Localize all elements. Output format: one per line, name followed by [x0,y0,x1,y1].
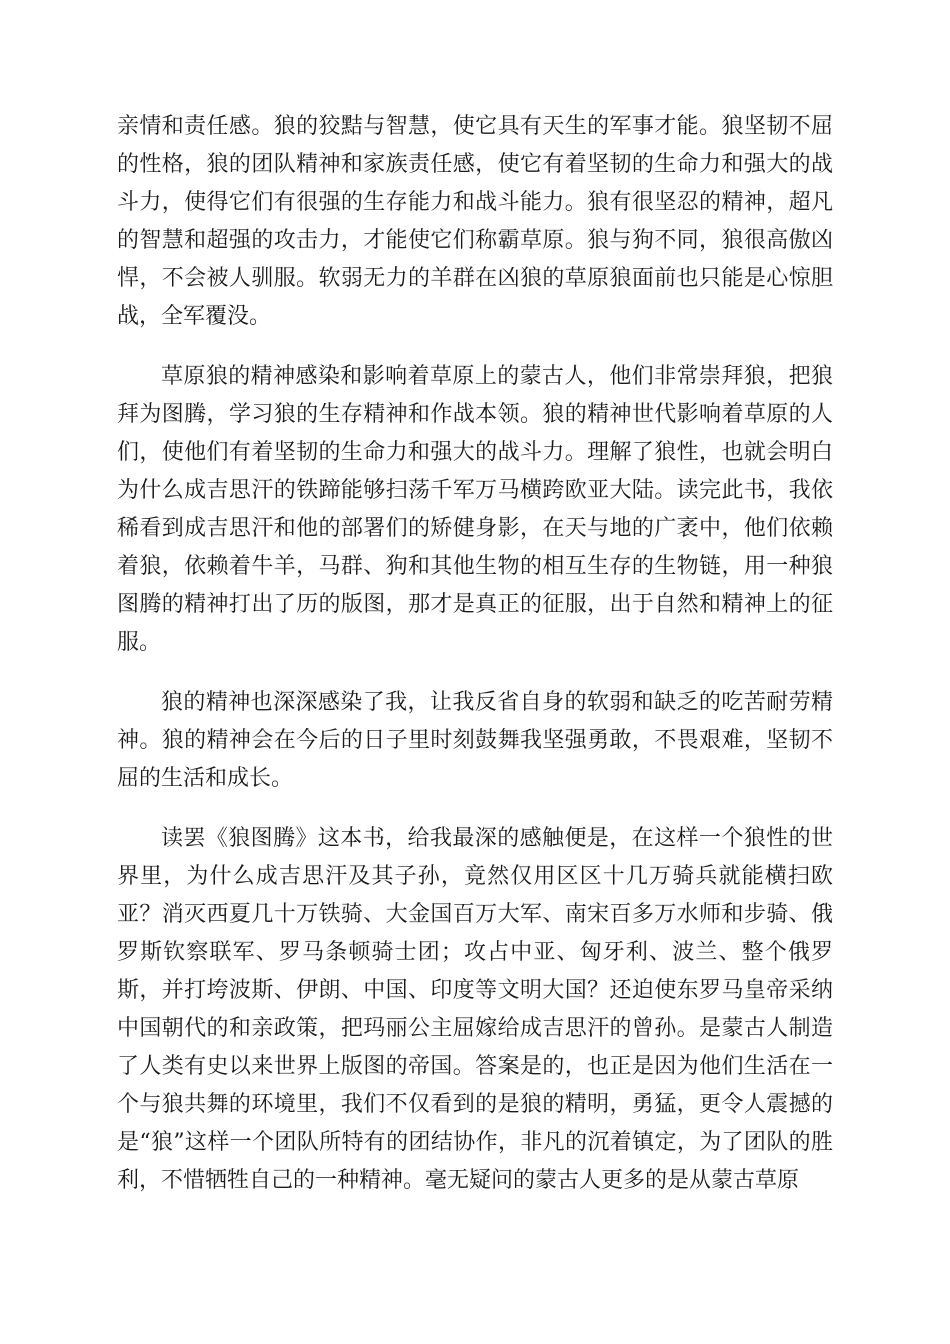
paragraph-4: 读罢《狼图腾》这本书，给我最深的感触便是，在这样一个狼性的世界里，为什么成吉思汗及其子孙，竟然仅用区区十几万骑兵就能横扫欧亚？消灭西夏几十万铁骑、大金国百万大军、南宋百多万水师和步骑、俄罗斯钦察联军、罗马条顿骑士团；攻占中亚、匈牙利、波兰、整个俄罗斯，并打垮波斯、伊朗、中国、印度等文明大国？还迫使东罗马皇帝采纳中国朝代的和亲政策，把玛丽公主屈嫁给成吉思汗的曾孙。是蒙古人制造了人类有史以来世界上版图的帝国。答案是的，也正是因为他们生活在一个与狼共舞的环境里，我们不仅看到的是狼的精明，勇猛，更令人震撼的是“狼”这样一个团队所特有的团结协作，非凡的沉着镇定，为了团队的胜利，不惜牺牲自己的一种精神。毫无疑问的蒙古人更多的是从蒙古草原 [117,826,833,1193]
paragraph-3: 狼的精神也深深感染了我，让我反省自身的软弱和缺乏的吃苦耐劳精神。狼的精神会在今后的日子里时刻鼓舞我坚强勇敢，不畏艰难，坚韧不屈的生活和成长。 [117,690,833,791]
document-body [117,108,833,1222]
paragraph-1: 亲情和责任感。狼的狡黠与智慧，使它具有天生的军事才能。狼坚韧不屈的性格，狼的团队精神和家族责任感，使它有着坚韧的生命力和强大的战斗力，使得它们有很强的生存能力和战斗能力。狼有很坚忍的精神，超凡的智慧和超强的攻击力，才能使它们称霸草原。狼与狗不同，狼很高傲凶悍，不会被人驯服。软弱无力的羊群在凶狼的草原狼面前也只能是心惊胆战，全军覆没。 [117,114,833,329]
paragraph-2: 草原狼的精神感染和影响着草原上的蒙古人，他们非常崇拜狼，把狼拜为图腾，学习狼的生存精神和作战本领。狼的精神世代影响着草原的人们，使他们有着坚韧的生命力和强大的战斗力。理解了狼性，也就会明白为什么成吉思汗的铁蹄能够扫荡千军万马横跨欧亚大陆。读完此书，我依稀看到成吉思汗和他的部署们的矫健身影，在天与地的广袤中，他们依赖着狼，依赖着牛羊，马群、狗和其他生物的相互生存的生物链，用一种狼图腾的精神打出了历的版图，那才是真正的征服，出于自然和精神上的征服。 [117,364,833,655]
